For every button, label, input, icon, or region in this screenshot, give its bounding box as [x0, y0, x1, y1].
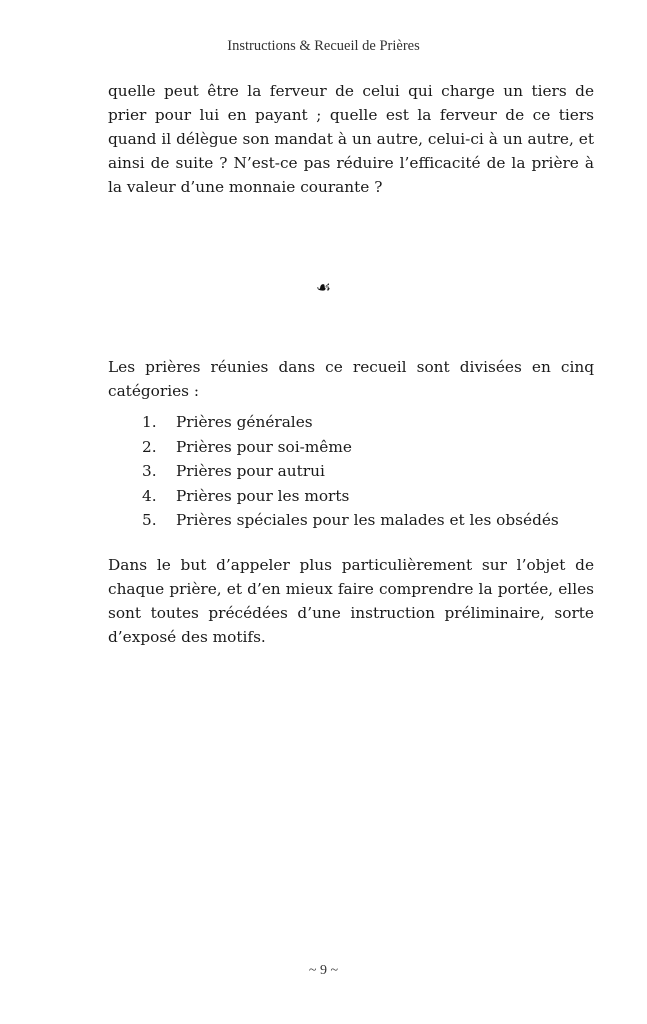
list-item [108, 484, 594, 509]
list-number: 2. [142, 437, 157, 456]
list-item [108, 459, 594, 484]
list-text: Prières pour les morts [176, 486, 350, 505]
paragraph-purpose: Dans le but d’appeler plus particulièrement sur l’objet de chaque prière, et d’en mieux faire comprendre la portée, elles sont toutes précédées d’une instruction préliminaire, sorte d’exposé des motifs. [108, 556, 594, 646]
list-number: 3. [142, 462, 157, 480]
list-text: Prières pour soi-même [176, 437, 352, 456]
paragraph-categories: Les prières réunies dans ce recueil sont divisées en cinq catégories : [108, 358, 594, 400]
list-item [108, 410, 594, 435]
list-number: 4. [142, 486, 157, 505]
page-number: ~ 9 ~ [308, 963, 339, 978]
categories-list [108, 410, 594, 533]
paragraph-intro: quelle peut être la ferveur de celui qui charge un tiers de prier pour lui en payant ; quelle est la ferveur de ce tiers quand il délègue son mandat à un autre, celui-ci à un autre, et ainsi de suite ? N’est-ce pas réduire l’efficacité de la prière à la valeur d’une monnaie courante ? [108, 82, 594, 196]
list-text: Prières spéciales pour les malades et les obsédés [176, 511, 559, 529]
list-text: Prières pour autrui [176, 462, 325, 480]
list-item [108, 435, 594, 460]
list-number: 1. [142, 413, 157, 431]
list-item [108, 508, 594, 533]
list-text: Prières générales [176, 413, 313, 431]
fleuron-ornament-icon: ☙ [315, 278, 332, 298]
categories-section [108, 355, 594, 533]
running-header: Instructions & Recueil de Prières [227, 38, 420, 54]
list-number: 5. [142, 511, 157, 529]
